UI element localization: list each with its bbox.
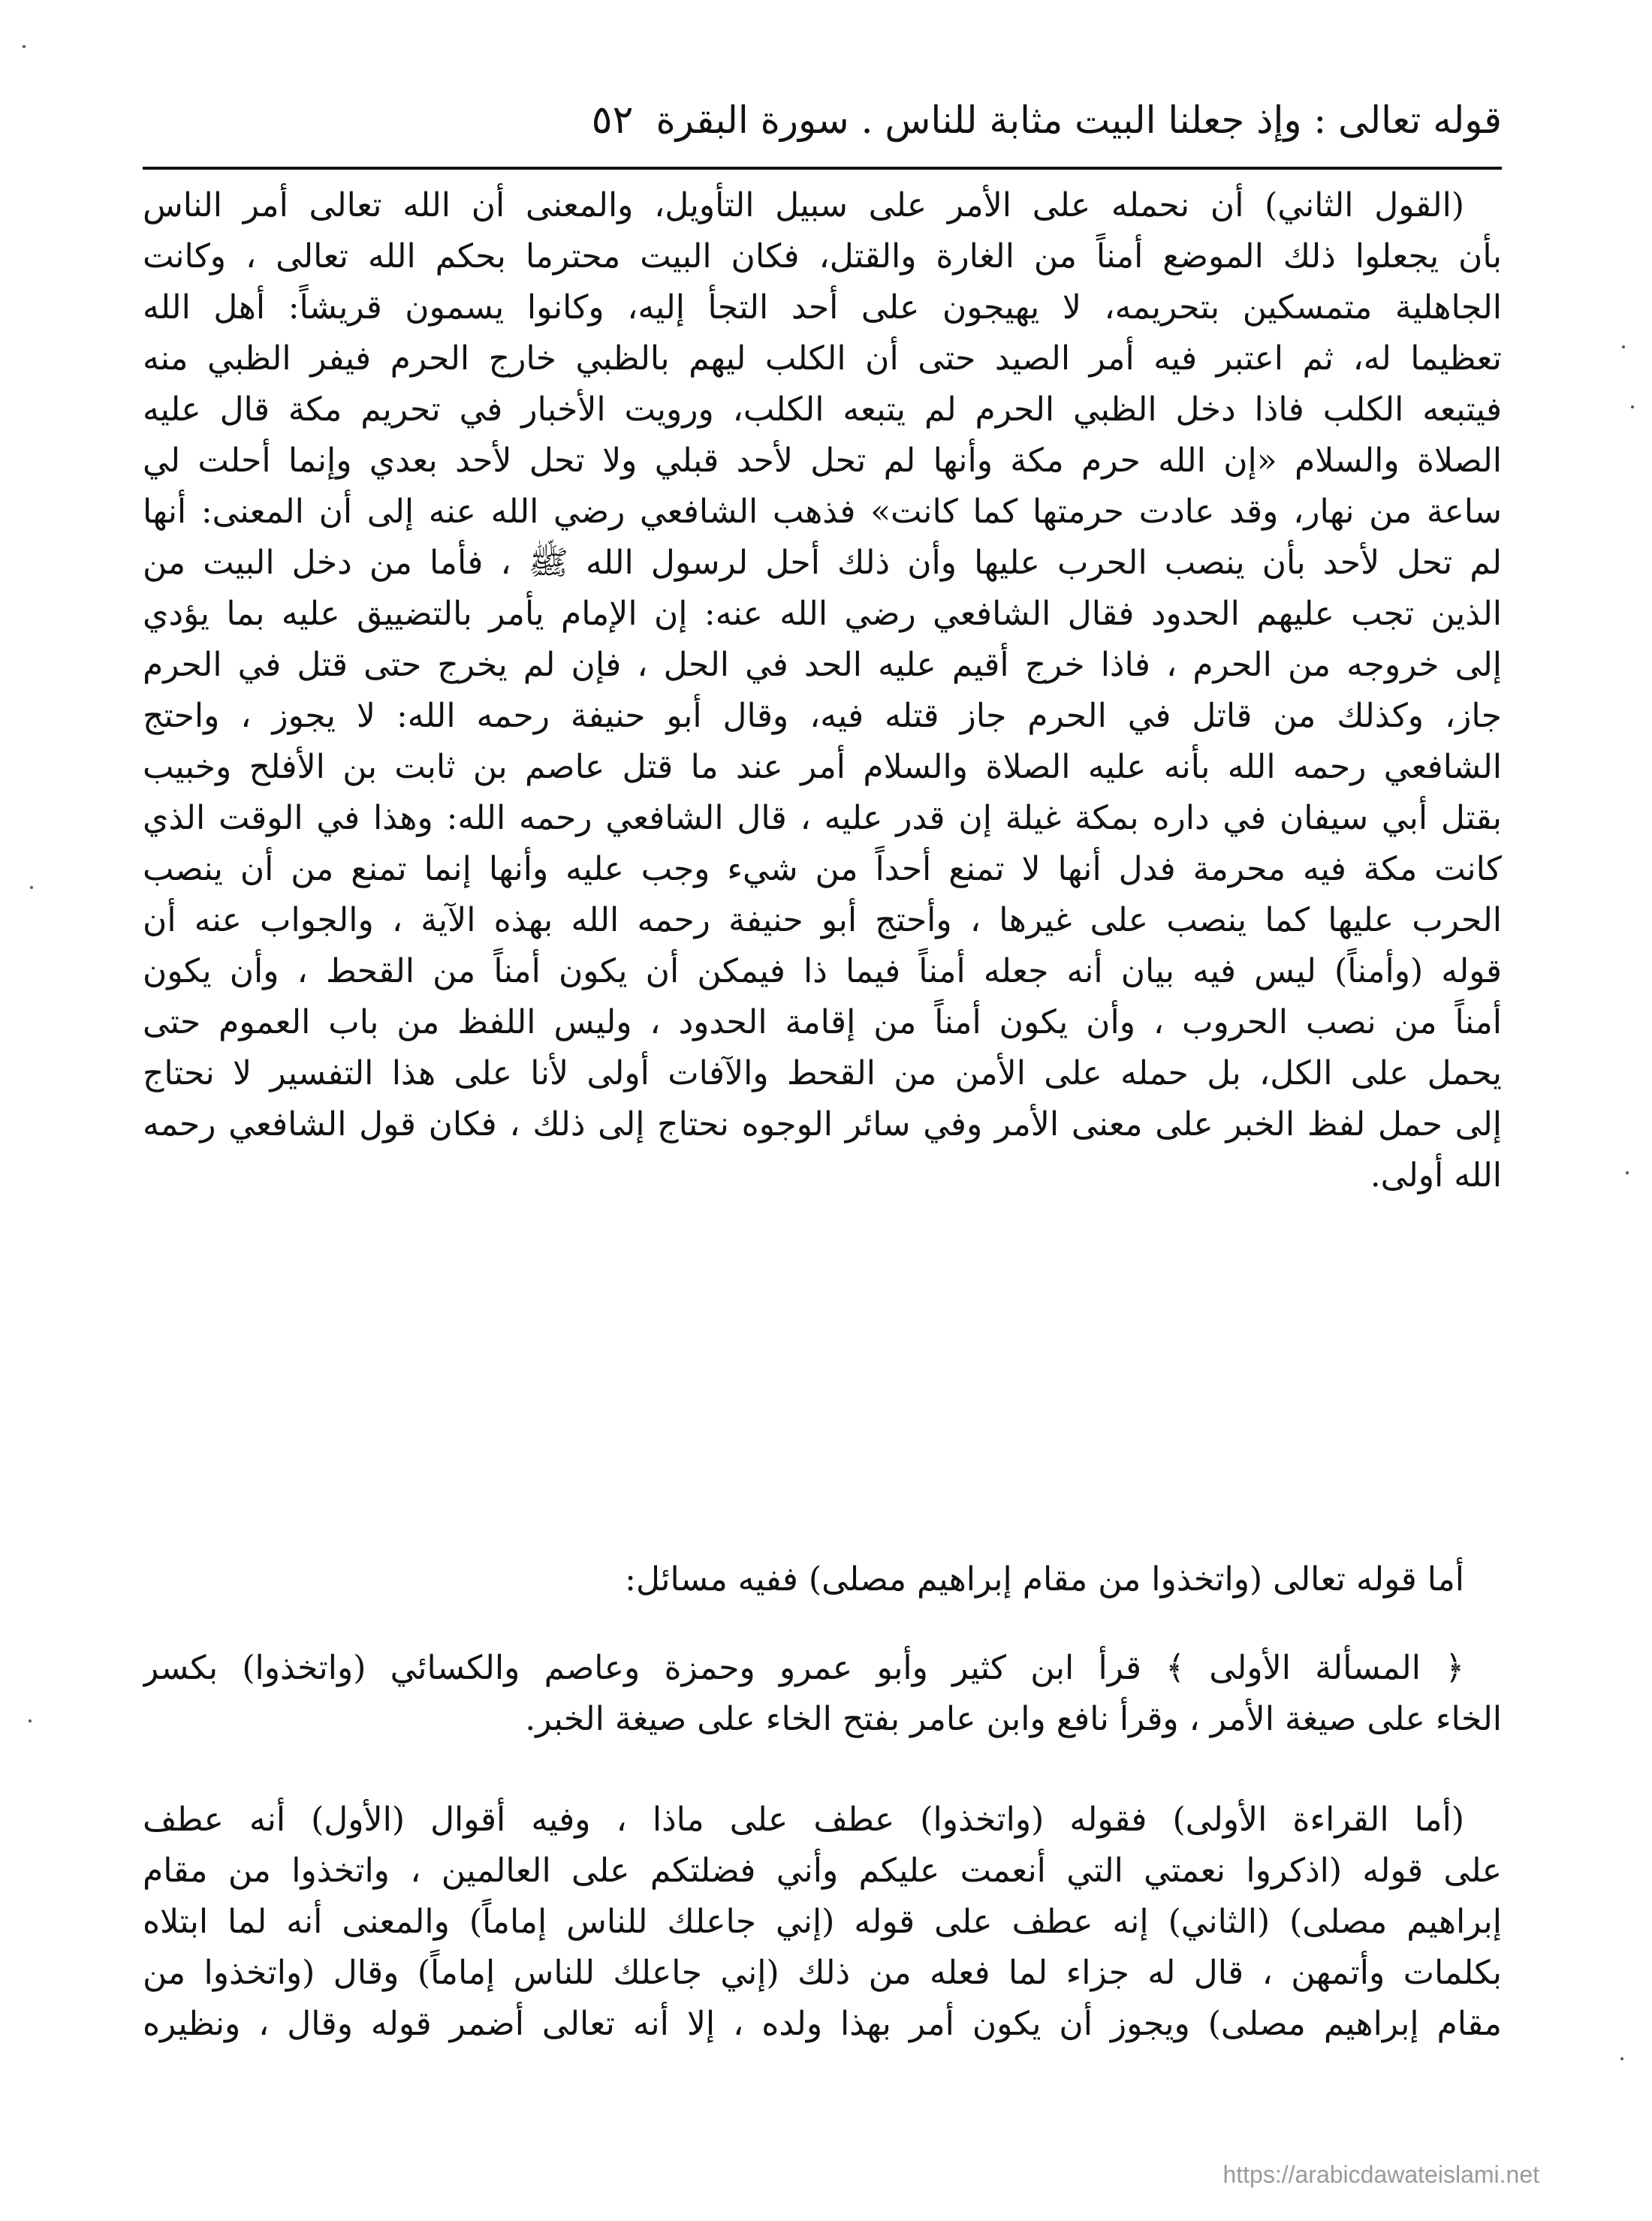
text-line: بكلمات وأتمهن ، قال له جزاء لما فعله من ذلك (إني جاعلك للناس إماماً) وقال (واتخذوا من — [143, 1954, 1502, 1992]
text-line: ﴿ المسألة الأولى ﴾ قرأ ابن كثير وأبو عمرو وحمزة وعاصم والكسائي (واتخذوا) بكسر — [143, 1649, 1464, 1687]
text-line: قوله (وأمناً) ليس فيه بيان أنه جعله أمناً فيما ذا فيمكن أن يكون أمناً من القحط ، وأن يكون — [143, 952, 1502, 990]
text-line: الجاهلية متمسكين بتحريمه، لا يهيجون على أحد التجأ إليه، وكانوا يسمون قريشاً: أهل الله — [143, 288, 1502, 327]
text-line: الحرب عليها كما ينصب على غيرها ، وأحتج أبو حنيفة رحمه الله بهذه الآية ، والجواب عنه أن — [143, 901, 1502, 939]
text-line: أما قوله تعالى (واتخذوا من مقام إبراهيم مصلى) ففيه مسائل: — [625, 1560, 1464, 1599]
page-header — [143, 83, 1502, 158]
text-line: (أما القراءة الأولى) فقوله (واتخذوا) عطف على ماذا ، وفيه أقوال (الأول) أنه عطف — [143, 1801, 1464, 1839]
scan-speck — [23, 45, 26, 48]
scan-speck — [1622, 345, 1625, 348]
text-line: (القول الثاني) أن نحمله على الأمر على سبيل التأويل، والمعنى أن الله تعالى أمر الناس — [143, 186, 1465, 225]
scan-speck — [30, 886, 33, 889]
scan-speck — [1631, 405, 1634, 408]
scan-speck — [29, 1719, 32, 1722]
text-line: الله أولى. — [1370, 1156, 1502, 1195]
paragraph-first-reading — [143, 1795, 1502, 2050]
paragraph-first-opinion — [143, 180, 1502, 1201]
text-line: الشافعي رحمه الله بأنه عليه الصلاة والسلام أمر عند ما قتل عاصم بن ثابت بن الأفلح وخبيب — [143, 748, 1502, 786]
text-line: لم تحل لأحد بأن ينصب الحرب عليها وأن ذلك أحل لرسول الله ﷺ ، فأما من دخل البيت من — [143, 544, 1502, 582]
text-line: أمناً من نصب الحروب ، وأن يكون أمناً من إقامة الحدود ، وليس اللفظ من باب العموم حتى — [143, 1003, 1502, 1041]
text-line: فيتبعه الكلب فاذا دخل الظبي الحرم لم يتبعه الكلب، ورويت الأخبار في تحريم مكة قال عليه — [143, 390, 1502, 429]
text-line: الخاء على صيغة الأمر ، وقرأ نافع وابن عامر بفتح الخاء على صيغة الخبر. — [525, 1700, 1502, 1738]
text-line: جاز، وكذلك من قاتل في الحرم جاز قتله فيه، وقال أبو حنيفة رحمه الله: لا يجوز ، واحتج — [143, 697, 1502, 735]
paragraph-verse-intro — [143, 1554, 1502, 1605]
text-line: الصلاة والسلام «إن الله حرم مكة وأنها لم تحل لأحد قبلي ولا تحل لأحد بعدي وإنما أحلت لي — [143, 441, 1502, 480]
text-line: الذين تجب عليهم الحدود فقال الشافعي رضي الله عنه: إن الإمام يأمر بالتضييق عليه بما يؤدي — [143, 595, 1502, 633]
text-line: إلى حمل لفظ الخبر على معنى الأمر وفي سائر الوجوه نحتاج إلى ذلك ، فكان قول الشافعي رحمه — [143, 1105, 1502, 1144]
scan-speck — [1620, 2057, 1623, 2060]
text-line: إلى خروجه من الحرم ، فاذا خرج أقيم عليه الحد في الحل ، فإن لم يخرج حتى قتل في الحرم — [143, 646, 1502, 684]
text-line: على قوله (اذكروا نعمتي التي أنعمت عليكم وأني فضلتكم على العالمين ، واتخذوا من مقام — [143, 1852, 1502, 1890]
text-line: إبراهيم مصلى) (الثاني) إنه عطف على قوله (إني جاعلك للناس إماماً) والمعنى أنه لما ابتلاه — [143, 1903, 1502, 1941]
text-line: بقتل أبي سيفان في داره بمكة غيلة إن قدر عليه ، قال الشافعي رحمه الله: وهذا في الوقت الذي — [143, 799, 1502, 837]
website-watermark: https://arabicdawateislami.net — [1222, 2161, 1539, 2188]
paragraph-first-issue — [143, 1643, 1502, 1745]
page-number: ٥٢ — [591, 98, 634, 143]
text-line: بأن يجعلوا ذلك الموضع أمناً من الغارة والقتل، فكان البيت محترما بحكم الله تعالى ، وكانت — [143, 237, 1502, 276]
text-line: يحمل على الكل، بل حمله على الأمن من القحط والآفات أولى لأنا على هذا التفسير لا نحتاج — [143, 1054, 1502, 1092]
text-line: ساعة من نهار، وقد عادت حرمتها كما كانت» فذهب الشافعي رضي الله عنه إلى أن المعنى: أنها — [143, 493, 1502, 531]
text-line: مقام إبراهيم مصلى) ويجوز أن يكون أمر بهذا ولده ، إلا أنه تعالى أضمر قوله وقال ، ونظيره — [143, 2005, 1502, 2043]
running-title: قوله تعالى : وإذ جعلنا البيت مثابة للناس . سورة البقرة — [656, 98, 1502, 142]
header-rule — [143, 167, 1502, 170]
text-line: كانت مكة فيه محرمة فدل أنها لا تمنع أحداً من شيء وجب عليه وأنها إنما تمنع من أن ينصب — [143, 850, 1502, 888]
scan-speck — [1626, 1171, 1629, 1174]
text-line: تعظيما له، ثم اعتبر فيه أمر الصيد حتى أن الكلب ليهم بالظبي خارج الحرم فيفر الظبي منه — [143, 339, 1502, 378]
